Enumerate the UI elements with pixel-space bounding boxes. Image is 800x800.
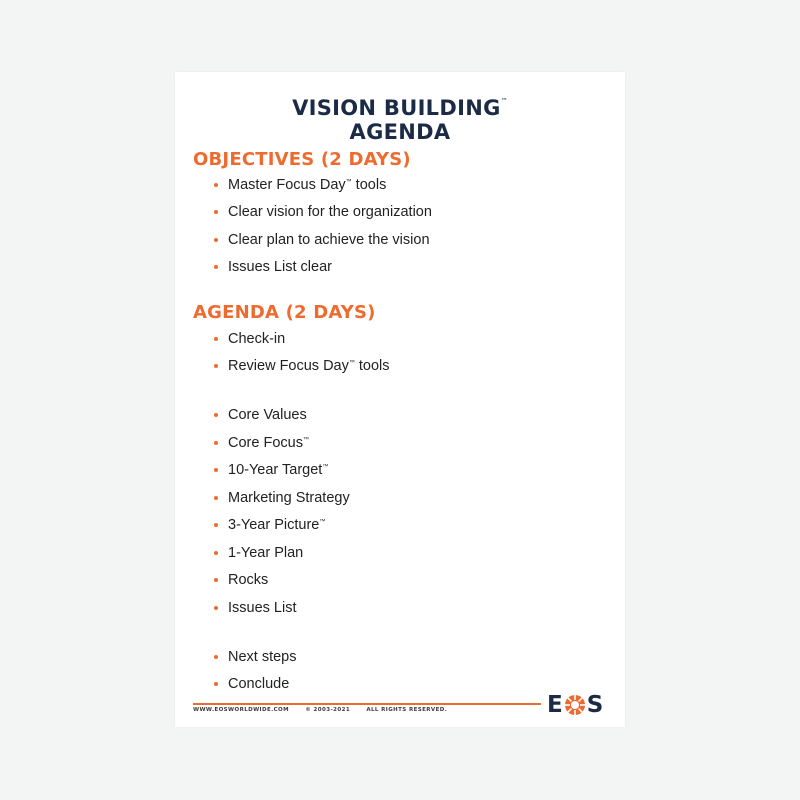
- agenda-heading: AGENDA (2 DAYS): [193, 302, 376, 323]
- list-item: Conclude: [228, 676, 289, 692]
- list-item: Core Values: [228, 407, 307, 423]
- bullet-icon: [214, 238, 218, 242]
- bullet-icon: [214, 468, 218, 472]
- bullet-icon: [214, 364, 218, 368]
- bullet-icon: [214, 441, 218, 445]
- bullet-icon: [214, 523, 218, 527]
- list-item: Clear plan to achieve the vision: [228, 232, 430, 248]
- footer-copyright: © 2003-2021: [305, 707, 351, 713]
- footer-website-link[interactable]: WWW.EOSWORLDWIDE.COM: [193, 707, 289, 713]
- list-item: Master Focus Day™ tools: [228, 177, 386, 193]
- list-item: Check-in: [228, 331, 285, 347]
- footer-rights: ALL RIGHTS RESERVED.: [366, 707, 448, 713]
- list-item: Issues List clear: [228, 259, 332, 275]
- title-trademark: ™: [500, 97, 508, 105]
- bullet-icon: [214, 606, 218, 610]
- agenda-document: [175, 72, 625, 727]
- list-item: Core Focus™: [228, 435, 309, 451]
- title-line-1: VISION BUILDING: [292, 96, 501, 120]
- list-item: Clear vision for the organization: [228, 204, 432, 220]
- bullet-icon: [214, 210, 218, 214]
- list-item: Next steps: [228, 649, 297, 665]
- bullet-icon: [214, 337, 218, 341]
- logo-letter-e: E: [547, 692, 563, 718]
- title-line-2: AGENDA: [349, 120, 451, 144]
- bullet-icon: [214, 578, 218, 582]
- eos-logo: [547, 693, 603, 717]
- bullet-icon: [214, 655, 218, 659]
- list-item: Rocks: [228, 572, 268, 588]
- list-item: 1-Year Plan: [228, 545, 303, 561]
- footer-text: [193, 707, 461, 713]
- list-item: 3-Year Picture™: [228, 517, 325, 533]
- footer-divider: [193, 703, 541, 705]
- list-item: Issues List: [228, 600, 297, 616]
- bullet-icon: [214, 682, 218, 686]
- list-item: 10-Year Target™: [228, 462, 328, 478]
- bullet-icon: [214, 413, 218, 417]
- logo-letter-s: S: [586, 692, 604, 718]
- bullet-icon: [214, 551, 218, 555]
- bullet-icon: [214, 183, 218, 187]
- list-item: Marketing Strategy: [228, 490, 350, 506]
- document-title: [175, 89, 625, 144]
- bullet-icon: [214, 496, 218, 500]
- eos-sun-icon: [564, 694, 586, 716]
- bullet-icon: [214, 265, 218, 269]
- objectives-heading: OBJECTIVES (2 DAYS): [193, 149, 411, 170]
- list-item: Review Focus Day™ tools: [228, 358, 390, 374]
